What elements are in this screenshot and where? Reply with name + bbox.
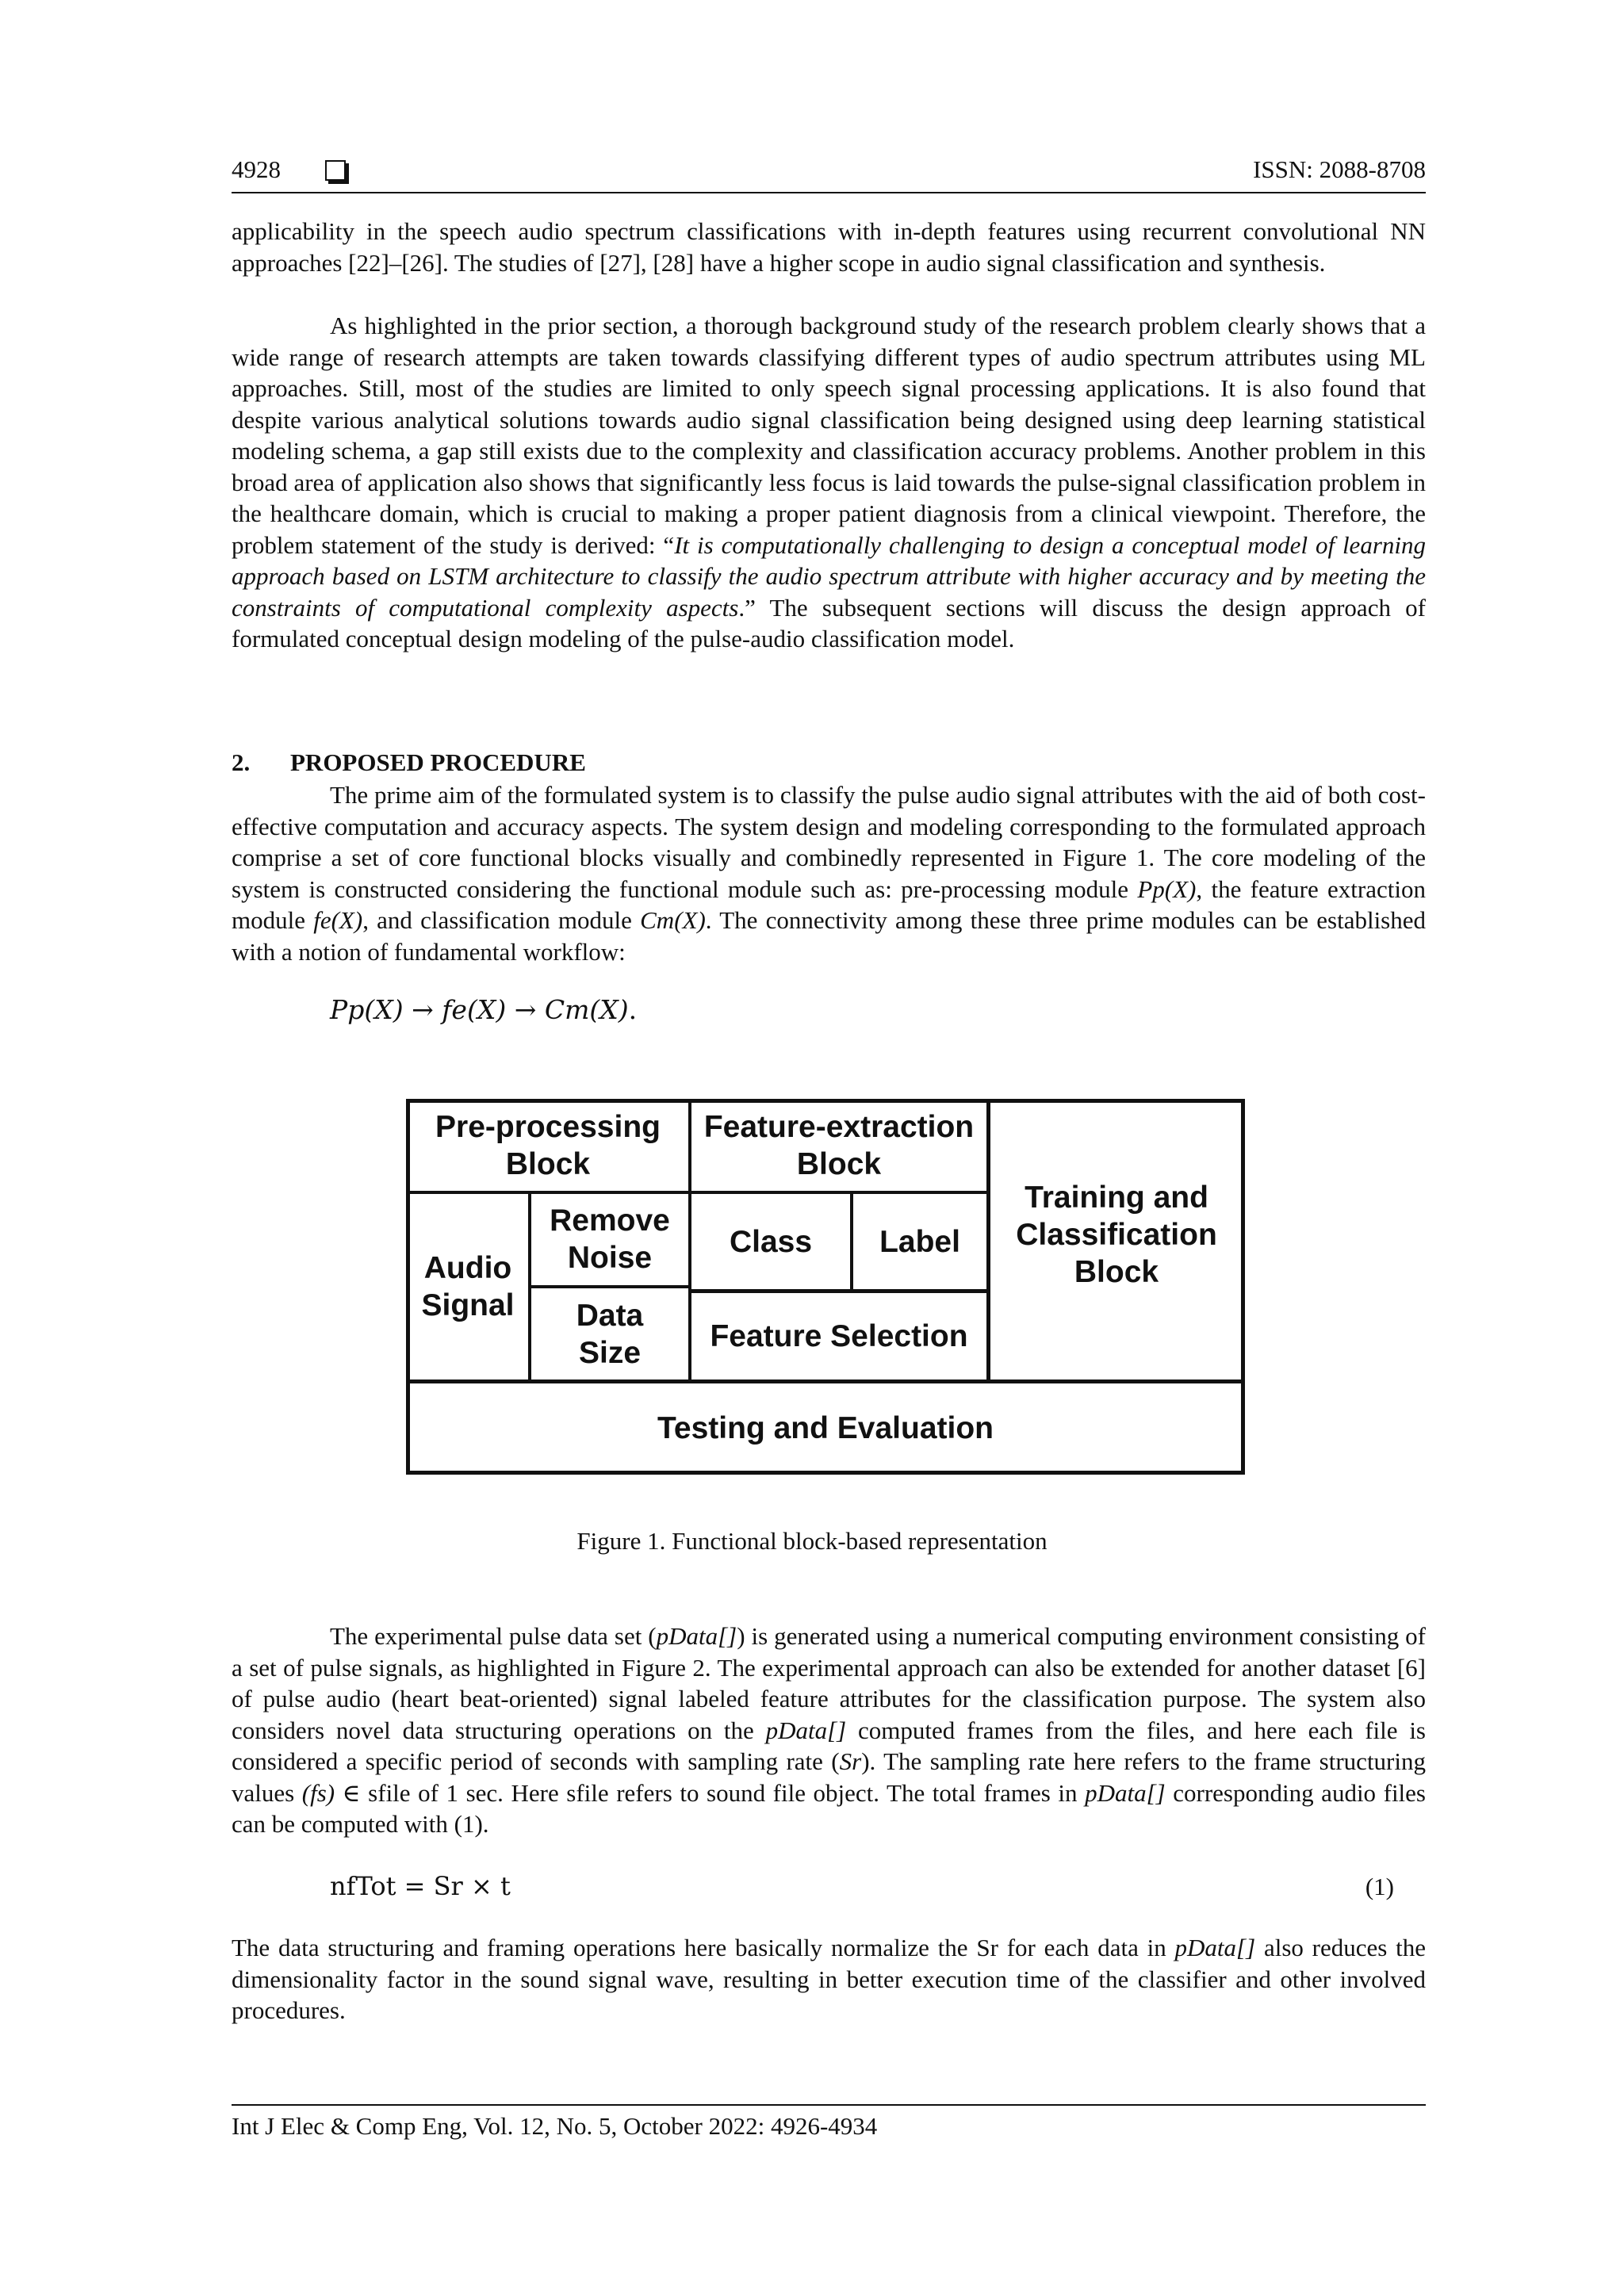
remove-noise-block: Remove Noise xyxy=(550,1203,670,1275)
footer-rule xyxy=(232,2104,1426,2106)
paragraph-2-text: As highlighted in the prior section, a thorough background study of the research problem clearly shows that a wide range of research attempts are taken towards classifying different types of audio spectrum attributes using ML approaches. Still, most of the studies are limited to only speech signal processing applications. It is also found that despite various analytical solutions towards audio signal classification being designed using deep learning statistical modeling schema, a gap still exists due to the complexity and classification accuracy problems. Another problem in this broad area of application also shows that significantly less focus is laid towards the pulse-signal classification problem in the healthcare domain, which is crucial to making a proper patient diagnosis from a clinical viewpoint. Therefore, the problem statement of the study is derived: “ xyxy=(232,312,1426,559)
figure-1-caption: Figure 1. Functional block-based representation xyxy=(576,1527,1048,1555)
workflow-arrow-2: → xyxy=(506,994,545,1025)
page-footer: Int J Elec & Comp Eng, Vol. 12, No. 5, October 2022: 4926-4934 xyxy=(232,2112,878,2140)
section-heading xyxy=(232,748,586,777)
section-title: PROPOSED PROCEDURE xyxy=(290,748,586,776)
sr-ref: Sr xyxy=(839,1747,862,1775)
paragraph-4-text-5: ∈ sfile of 1 sec. Here sfile refers to sound file object. The total frames in xyxy=(335,1778,1086,1807)
paragraph-4-text-3: computed frames from the files, and here each file is considered a specific period of seconds with sampling rate ( xyxy=(232,1716,1426,1775)
workflow-end: . xyxy=(628,994,638,1025)
testing-evaluation-block: Testing and Evaluation xyxy=(657,1411,994,1445)
equation-1-number: (1) xyxy=(1365,1873,1394,1900)
data-size-block: Data Size xyxy=(576,1298,644,1370)
paragraph-3 xyxy=(232,779,1426,967)
pdata-ref-2: pData[] xyxy=(765,1716,847,1744)
pp-module-ref: Pp(X) xyxy=(1137,874,1197,903)
paragraph-5-text-2: also reduces the dimensionality factor in the sound signal wave, resulting in better execution time of the classifier and other involved procedures. xyxy=(232,1934,1426,2024)
paragraph-3-text-2: , the feature extraction module xyxy=(232,874,1426,934)
cm-module-ref: Cm(X) xyxy=(640,906,706,934)
fs-ref: (fs) xyxy=(301,1778,335,1807)
paragraph-3-text-3: , and classification module xyxy=(362,906,641,934)
paragraph-4-text-1: The experimental pulse data set ( xyxy=(330,1622,657,1650)
workflow-fe: fe(X) xyxy=(442,994,507,1025)
paragraph-3-text-1: The prime aim of the formulated system is to classify the pulse audio signal attributes with the aid of both cost-effective computation and accuracy aspects. The system design and modeling corresponding to the formulated approach comprise a set of core functional blocks visually and combinedly represented in Figure 1. The core modeling of the system is constructed considering the functional module such as: pre-processing module xyxy=(232,781,1426,903)
page-header xyxy=(232,151,1426,195)
paragraph-5-text-1: The data structuring and framing operations here basically normalize the Sr for each data in xyxy=(232,1934,1175,1961)
paragraph-5 xyxy=(232,1932,1426,2026)
section-number: 2. xyxy=(232,748,251,776)
figure-1-block-diagram xyxy=(406,1099,1245,1475)
pdata-ref-1: pData[] xyxy=(656,1622,737,1650)
audio-signal-block: Audio Signal xyxy=(421,1251,515,1322)
paragraph-2-tail: .” The subsequent sections will discuss the design approach of formulated conceptual design modeling of the pulse-audio classification model. xyxy=(232,593,1426,652)
issn-label: ISSN: 2088-8708 xyxy=(1253,155,1426,183)
header-rule xyxy=(232,192,1426,193)
paragraph-2 xyxy=(232,310,1426,655)
paragraph-4-text-6: corresponding audio files can be computed with (1). xyxy=(232,1778,1426,1838)
workflow-formula xyxy=(330,994,637,1025)
workflow-cm: Cm(X) xyxy=(544,994,629,1025)
paragraph-1: applicability in the speech audio spectrum classifications with in-depth features using recurrent convolutional NN approaches [22]–[26]. The studies of [27], [28] have a higher scope in audio signal classification and synthesis. xyxy=(232,217,1426,277)
paragraph-3-text-4: . The connectivity among these three prime modules can be established with a notion of fundamental workflow: xyxy=(232,906,1427,966)
problem-statement: It is computationally challenging to design a conceptual model of learning approach based on LSTM architecture to classify the audio spectrum attribute with higher accuracy and by meeting the constraints of computational complexity aspects xyxy=(232,530,1426,622)
workflow-pp: Pp(X) xyxy=(330,994,404,1025)
fe-module-ref: fe(X) xyxy=(313,906,363,934)
workflow-arrow-1: → xyxy=(403,994,442,1025)
paragraph-4 xyxy=(232,1621,1426,1840)
paragraph-4-text-4: ). The sampling rate here refers to the frame structuring values xyxy=(232,1747,1426,1807)
paragraph-4-text-2: ) is generated using a numerical computing environment consisting of a set of pulse signals, as highlighted in Figure 2. The experimental approach can also be extended for another dataset [6] of pulse audio (heart beat-oriented) signal labeled feature attributes for the classification purpose. The system also considers novel data structuring operations on the xyxy=(232,1622,1426,1744)
class-block: Class xyxy=(729,1224,813,1259)
square-box-icon xyxy=(325,160,346,181)
equation-1: nfTot = Sr × t xyxy=(330,1871,511,1901)
feature-extraction-block: Feature-extraction Block xyxy=(703,1110,975,1181)
pdata-ref-4: pData[] xyxy=(1174,1934,1256,1961)
pdata-ref-3: pData[] xyxy=(1085,1778,1166,1807)
preprocessing-block: Pre-processing Block xyxy=(435,1110,661,1181)
label-block: Label xyxy=(879,1224,960,1259)
page-number: 4928 xyxy=(232,155,281,183)
training-classification-block: Training and Classification Block xyxy=(1016,1180,1217,1289)
feature-selection-block: Feature Selection xyxy=(710,1319,968,1353)
